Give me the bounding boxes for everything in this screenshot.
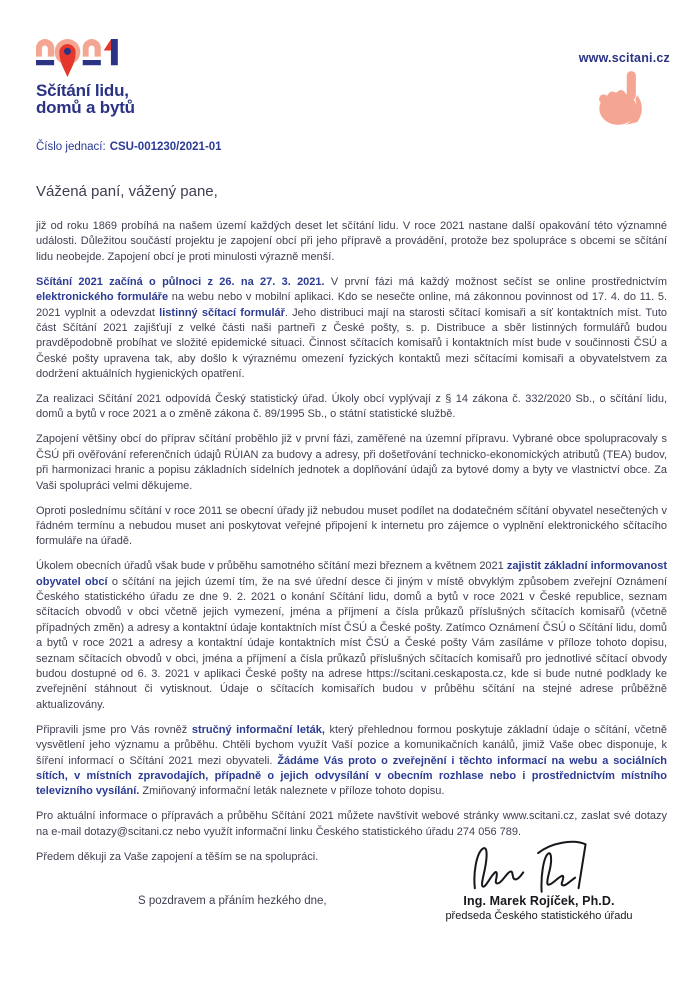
paragraph xyxy=(36,275,667,383)
reference-number: CSU-001230/2021-01 xyxy=(109,141,222,153)
signature-block xyxy=(414,839,664,922)
body-text: Zapojení většiny obcí do příprav sčítání proběhlo již v první fázi, zaměřené na územní přípravu. Vybrané obce spolupracovaly s ČSÚ při ověřování referenčních údajů RÚIAN za budovy a adresy, při došetřování technicko-ekonomických atributů (TEA) budov, při harmonizaci hranic a popisu základních sídelních jednotek a doplňování údajů za bytové domy a byty ve vlastnictví obce. Za Vaši spolupráci velmi děkujeme. xyxy=(36,433,667,492)
census-logo xyxy=(36,38,135,116)
body-text: Za realizaci Sčítání 2021 odpovídá Český statistický úřad. Úkoly obcí vyplývají z § 14 zákona č. 332/2020 Sb., o sčítání lidu, domů a bytů v roce 2021 a o změně zákona č. 89/1995 Sb., o státní statistické službě. xyxy=(36,393,667,421)
emphasis-text: listinný sčítací formulář xyxy=(159,306,285,319)
paragraph xyxy=(36,559,667,713)
body-text: Oproti poslednímu sčítání v roce 2011 se obecní úřady již nebudou muset podílet na dodatečném sčítání obyvatel nesečtených v řádném termínu a nebudou muset ani poskytovat veřejné připojení k internetu pro zájemce o vyplnění elektronického sčítacího formuláře na úřadě. xyxy=(36,504,667,548)
emphasis-text: stručný informační leták, xyxy=(191,723,325,736)
letter-content xyxy=(36,141,667,875)
paragraph xyxy=(36,504,667,550)
paragraph xyxy=(36,723,667,800)
emphasis-text: Sčítání 2021 začíná o půlnoci z 26. na 27. 3. 2021. xyxy=(36,275,325,288)
body-text: Zmiňovaný informační leták naleznete v příloze tohoto dopisu. xyxy=(139,785,445,798)
reference-label: Číslo jednací: xyxy=(36,141,106,153)
logo-title-line2: domů a bytů xyxy=(36,98,135,117)
pointing-hand-icon xyxy=(595,70,645,126)
body-text: na webu nebo v mobilní aplikaci. Kdo se nesečte online, má zákonnou povinnost od 17. 4. do 11. 5. 2021 vyplnit a odevzdat xyxy=(36,291,668,319)
signature-image xyxy=(463,839,615,897)
logo-2021-digits xyxy=(36,38,118,82)
logo-title-line1: Sčítání lidu, xyxy=(36,81,129,100)
reference-line xyxy=(36,141,667,153)
logo-title xyxy=(36,82,135,116)
salutation: Vážená paní, vážený pane, xyxy=(36,183,218,200)
body-text: Úkolem obecních úřadů však bude v průběhu samotného sčítání mezi březnem a květnem 2021 xyxy=(36,560,507,573)
body-text: Pro aktuální informace o přípravách a průběhu Sčítání 2021 můžete navštívit webové stránky www.scitani.cz, zaslat své dotazy na e-mail dotazy@scitani.cz nebo využít informační linku Českého statistického úřadu 274 056 789. xyxy=(36,810,667,838)
location-pin-icon xyxy=(59,44,75,77)
body-text: V první fázi má každý možnost sečíst se online prostřednictvím xyxy=(324,275,667,288)
emphasis-text: elektronického formuláře xyxy=(36,291,169,304)
paragraph xyxy=(36,392,667,423)
body-text: Předem děkuji za Vaše zapojení a těším se na spolupráci. xyxy=(36,850,319,863)
letter-body xyxy=(36,219,667,865)
body-text: . Jeho distribuci mají na starosti sčítací komisaři a síť kontaktních míst. Tuto část Sčítání 2021 zajišťují z velké části naši partneři z České pošty, s. p. Distribuce a sběr listinných formulářů budou pravděpodobně probíhat ve složité epidemické situaci. Činnost sčítacích komisařů i kontaktních míst bude v součinnosti ČSÚ a České pošty upravena tak, aby došlo k výraznému omezení fyzických kontaktů mezi sčítacími komisaři a obyvatelstvem za dodržení aktuálních hygienických opatření. xyxy=(36,306,667,381)
paragraph xyxy=(36,432,667,494)
signoff: S pozdravem a přáním hezkého dne, xyxy=(138,895,327,907)
body-text: o sčítání na jejich území tím, že na své úřední desce či jiným v místě obvyklým způsobem zveřejní Oznámení Českého statistického úřadu ze dne 9. 2. 2021 o konání Sčítání lidu, domů a bytů v roce 2021 v České republice, seznam sčítacích obvodů v obci včetně jejich vymezení, jména a příjmení a čísla průkazů příslušných sčítacích komisařů (včetně případných změn) a adresy a kontaktní údaje kontaktních míst ČSÚ a České pošty. Zatímco Oznámení ČSÚ o Sčítání lidu, domů a bytů v roce 2021 a adresy a kontaktní údaje kontaktních míst ČSÚ a České pošty Vám zasíláme v příloze tohoto dopisu, seznam sčítacích obvodů v obci, jména a příjmení a čísla průkazů příslušných sčítacích komisařů pro jednotlivé sčítací obvody budou dostupné od 6. 3. 2021 v aplikaci České pošty na adrese https://scitani.ceskaposta.cz, kde si bude nutné podklady ke zveřejnění stáhnout či vytisknout. Údaje o sčítacích komisařích budou v průběhu sčítání na stejné adrese průběžně aktualizovány. xyxy=(36,575,667,711)
paragraph xyxy=(36,219,667,265)
paragraph xyxy=(36,809,667,840)
emphasis-text: Žádáme Vás proto o zveřejnění i těchto informací na webu a sociálních sítích, v místních zpravodajích, případně o jejich odvysílání v obecním rozhlase nebo i prostřednictvím místního televizního vysílání. xyxy=(36,754,667,798)
body-text: Připravili jsme pro Vás rovněž xyxy=(36,723,192,736)
website-url: www.scitani.cz xyxy=(578,51,670,65)
website-block xyxy=(579,51,670,126)
body-text: který přehlednou formou poskytuje základní údaje o sčítání, včetně vysvětlení jeho významu a průběhu. Chtěli bychom využít Vaší pozice a komunikačních kanálů, jimiž Vaše obec disponuje, k šíření informací o Sčítání 2021 mezi obyvateli. xyxy=(36,723,667,767)
signer-title: předseda Českého statistického úřadu xyxy=(445,910,633,922)
body-text: již od roku 1869 probíhá na našem území každých deset let sčítání lidu. V roce 2021 nastane další opakování této významné události. Důležitou součástí projektu je zapojení obcí při jeho přípravě a provádění, protože bez spolupráce s obcemi se sčítání lidu neobejde. Zapojení obcí je proti minulosti výrazně menší. xyxy=(36,220,667,263)
signer-name: Ing. Marek Rojíček, Ph.D. xyxy=(463,894,615,908)
emphasis-text: zajistit základní informovanost obyvatel obcí xyxy=(36,560,668,588)
